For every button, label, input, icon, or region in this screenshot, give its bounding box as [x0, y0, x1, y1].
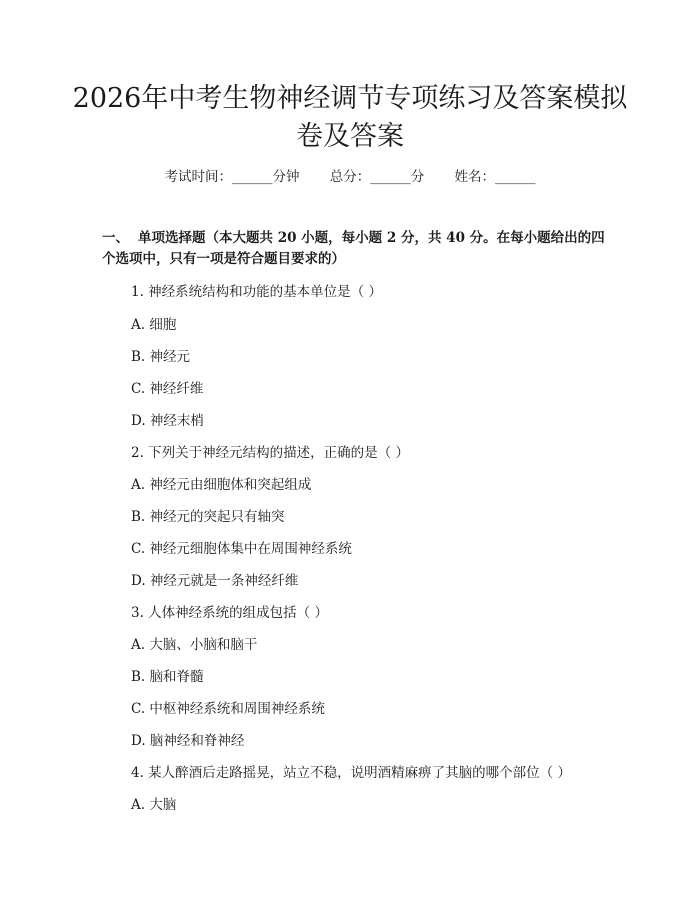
section-number: 一、: [102, 230, 129, 246]
option-c: C. 神经纤维: [131, 381, 204, 397]
exam-meta: [0, 167, 700, 187]
question-stem: 1. 神经系统结构和功能的基本单位是（ ）: [131, 284, 382, 300]
name-field: 姓名：______: [454, 169, 536, 185]
option-a: A. 大脑: [131, 797, 177, 813]
exam-time-field: 考试时间：______分钟: [164, 169, 300, 185]
question-stem: 3. 人体神经系统的组成包括（ ）: [131, 605, 328, 621]
total-score-field: 总分：______分: [329, 169, 425, 185]
question-stem: 2. 下列关于神经元结构的描述，正确的是（ ）: [131, 445, 409, 461]
section-heading: [102, 228, 612, 270]
option-b: B. 神经元的突起只有轴突: [131, 509, 285, 525]
option-a: A. 大脑、小脑和脑干: [131, 637, 258, 653]
question-stem: 4. 某人醉酒后走路摇晃，站立不稳，说明酒精麻痹了其脑的哪个部位（ ）: [131, 765, 571, 781]
section-instructions: 单项选择题（本大题共 20 小题，每小题 2 分，共 40 分。在每小题给出的四个选项中，只有一项是符合题目要求的）: [102, 230, 605, 267]
page-title: 2026年中考生物神经调节专项练习及答案模拟卷及答案: [72, 83, 628, 152]
option-a: A. 细胞: [131, 317, 177, 333]
option-d: D. 神经末梢: [131, 413, 204, 429]
option-d: D. 神经元就是一条神经纤维: [131, 573, 299, 589]
option-d: D. 脑神经和脊神经: [131, 733, 245, 749]
option-c: C. 神经元细胞体集中在周围神经系统: [131, 541, 352, 557]
option-a: A. 神经元由细胞体和突起组成: [131, 477, 312, 493]
option-b: B. 神经元: [131, 349, 191, 365]
option-b: B. 脑和脊髓: [131, 669, 204, 685]
option-c: C. 中枢神经系统和周围神经系统: [131, 701, 325, 717]
